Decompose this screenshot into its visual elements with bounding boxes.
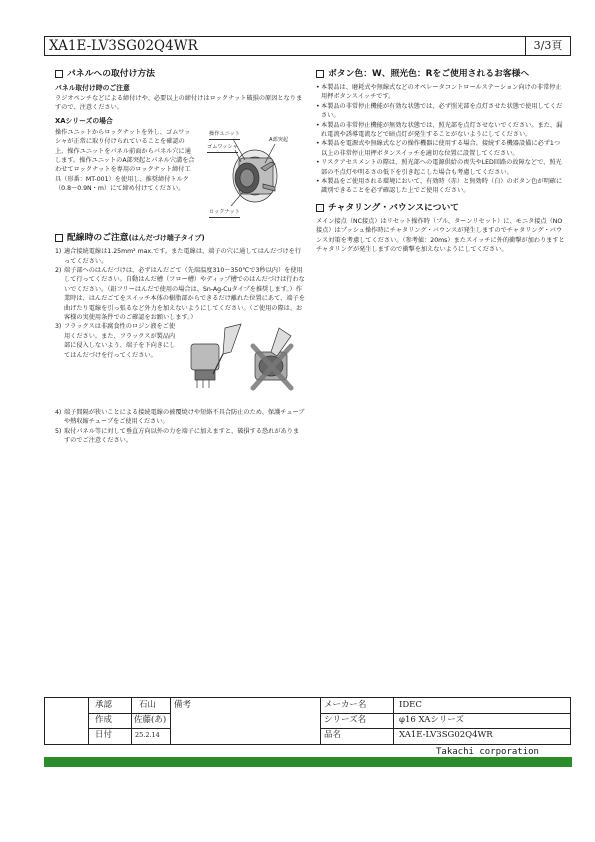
date-value: 25.2.14 — [135, 731, 160, 739]
label-a-protrusion: A部突起 — [269, 136, 289, 143]
panel-mounting-heading: パネルへの取付け方法 — [55, 68, 305, 80]
document-header — [44, 36, 571, 56]
xa-series-text: 操作ユニットからロックナットを外し、ゴムワッシャが正常に取り付けられていることを確認の上、操作ユニットをパネル前面からパネル穴に通します。操作ユニットのA部突起とパネル穴溝を合わせてロックナットを専用のロックナット締付工具（形番：MT-001）を使用し、推奨締付トルク（0.8～0.9N・m）にて締め付けてください。 — [55, 128, 195, 193]
button-note-1: • 本製品は、磨耗式や無線式などのオペレータコントロールステーション向けの非常停止用押ボタンスイッチです。 — [316, 84, 562, 101]
button-note-3: • 本製品の非常停止機能が無効な状態では、照光部を点灯させないでください。また、漏れ電流や誘導電流などで暗点灯が発生することがないようにしてください。 — [316, 121, 563, 139]
wiring-heading: 配線時のご注意 (はんだづけ端子タイプ) — [55, 232, 305, 244]
label-locknut: ロックナット — [209, 208, 240, 218]
maker-value: IDEC — [399, 700, 422, 710]
chattering-section — [316, 202, 566, 255]
button-note-5: • リスクアセスメントの際は、照光部への電源供給の喪失やLED回路の故障などで、照光部の不点灯や明るさの低下を引き起こした場合も考慮してください。 — [316, 159, 562, 176]
product-value: XA1E-LV3SG02Q4WR — [399, 730, 493, 740]
button-note-2: • 本製品の非常停止機能が有効な状態では、必ず照光部を点灯させた状態で使用してください。 — [316, 102, 563, 120]
maker-label: メーカー名 — [324, 700, 367, 710]
made-name: 佐藤(あ) — [134, 715, 167, 725]
series-value: φ16 XAシリーズ — [399, 715, 464, 725]
label-operation-unit: 操作ユニット — [209, 130, 240, 140]
footer-green-bar — [44, 757, 572, 767]
chattering-text: メイン接点（NC接点）はリセット操作時（プル、ターンリセット）に、モニタ接点（NO接点）はプッシュ操作時にチャタリング・バウンスが発生しますのでチャタリング・バウンス対策を考慮してください。（参考値：20ms）またスイッチに外的衝撃が加わりますとチャタリングが発生しますので衝撃を加えないようにしてください。 — [316, 217, 565, 254]
panel-mount-subheading: パネル取付け時のご注意 — [55, 84, 130, 92]
part-number: XA1E-LV3SG02Q4WR — [49, 38, 198, 54]
button-note-6: • 本製品をご使用される環境において、有効時（赤）と無効時（白）のボタン色が明確に識別できることを必ず確認した上でご使用ください。 — [316, 178, 563, 195]
wiring-item-4: 4) 端子間隔が狭いことによる接続電線の被覆焼けや短絡不具合防止のため、保護チューブや熱収縮チューブをご使用ください。 — [55, 408, 305, 426]
approved-label: 承認 — [95, 700, 113, 710]
right-column — [316, 68, 566, 261]
button-note-4: • 本製品を電源式や無線式などの操作機器に使用する場合、接続する機器設備に必ず1つ以上の非常停止用押ボタンスイッチを適切な位置に設置してください。 — [316, 140, 561, 157]
label-rubber-washer: ゴムワッシャ — [207, 143, 238, 153]
approved-name: 石山 — [139, 700, 157, 710]
chattering-heading: チャタリング・バウンスについて — [316, 202, 566, 214]
panel-mounting-section — [55, 68, 305, 226]
left-column — [55, 68, 305, 452]
product-label: 品名 — [324, 730, 342, 740]
xa-series-subheading: XAシリーズの場合 — [55, 116, 113, 125]
wiring-item-3: 3) フラックスは非腐食性のロジン液をご使用ください。また、フラックスが製品内部に侵入しないよう、端子を下向きにしてはんだづけを行ってください。 — [55, 323, 176, 359]
series-label: シリーズ名 — [324, 715, 367, 725]
checkbox-square-icon — [316, 204, 324, 212]
wiring-section — [55, 232, 305, 445]
checkbox-square-icon — [55, 234, 63, 242]
remarks-label: 備考 — [174, 700, 192, 710]
button-color-section — [316, 68, 566, 196]
title-block — [44, 697, 571, 745]
made-label: 作成 — [95, 715, 113, 725]
soldering-diagram — [181, 322, 301, 407]
wiring-item-2: 2) 端子部へのはんだづけは、必ずはんだごて（先端温度310～350℃で3秒以内）を使用して行ってください。自動はんだ槽（フロー槽）やディップ槽でのはんだづけは行わないでください。（鉛フリーはんだで使用の場合は、Sn-Ag-Cuタイプを推奨します。）作業時は、はんだごてをスイッチ本体の樹脂部からできるだけ離れた位置にあて、端子を曲げたり電線を引っ張るなど外力を加えないようにしてください。（ご使用の際は、お客様の実使用条件でのご確認をお願いします。） — [55, 267, 305, 322]
company-name: Takachi corporation — [436, 747, 539, 757]
date-label: 日付 — [95, 730, 113, 740]
checkbox-square-icon — [55, 70, 63, 78]
panel-mount-note: ラジオペンチなどによる締付けや、必要以上の締付けはロックナット破損の原因となりますので、注意ください。 — [55, 95, 303, 112]
page-number: 3/3頁 — [525, 37, 570, 55]
wiring-item-5: 5) 取付パネル等に対して垂直方向以外の力を端子に加えますと、破損する恐れがありますのでご注意ください。 — [55, 427, 300, 445]
checkbox-square-icon — [316, 70, 324, 78]
wiring-item-1: 1) 適合接続電線は1.25mm² max.です。また電線は、端子の穴に通してはんだづけを行ってください。 — [55, 248, 302, 265]
soldering-direction-illustration — [181, 322, 301, 404]
button-color-heading: ボタン色：W、照光色：Rをご使用されるお客様へ — [316, 68, 566, 80]
mounting-diagram — [195, 128, 300, 226]
